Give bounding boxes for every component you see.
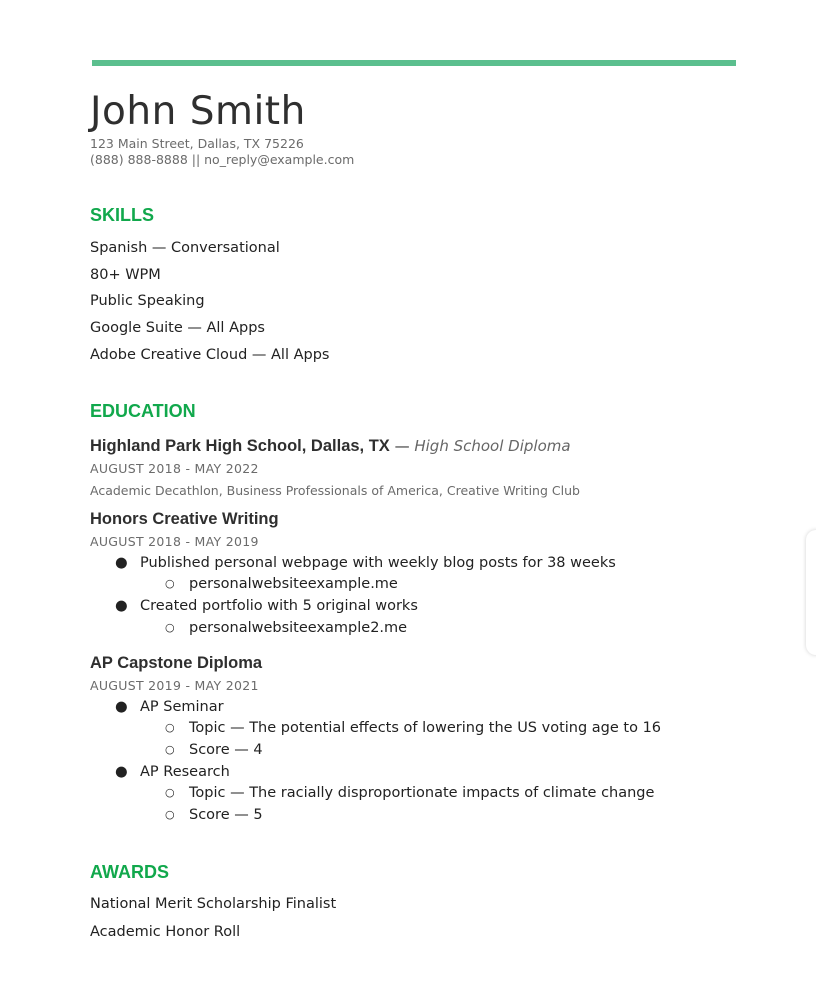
sub-list-item-text: Topic — The potential effects of lowering the US voting age to 16 (189, 720, 662, 737)
skill-item: Spanish — Conversational (90, 240, 280, 256)
bullet-list (90, 698, 730, 824)
school-dash: — (389, 436, 415, 455)
sub-list-item (140, 741, 730, 759)
bullet-icon: ● (115, 698, 128, 715)
sub-list-item-text: personalwebsiteexample.me (189, 576, 398, 593)
hollow-bullet-icon: ○ (165, 620, 175, 634)
list-item (90, 698, 730, 759)
list-item-text: AP Research (140, 763, 230, 780)
side-panel-handle[interactable] (806, 530, 816, 655)
skill-item: Adobe Creative Cloud — All Apps (90, 346, 330, 363)
resume-content (90, 88, 730, 941)
sub-list-item-text: personalwebsiteexample2.me (189, 619, 408, 636)
sub-bullet-list (140, 575, 730, 593)
skills-heading: SKILLS (90, 205, 155, 225)
list-item (90, 554, 730, 594)
sub-list-item (140, 806, 730, 824)
phone-email-line: (888) 888-8888 || no_reply@example.com (90, 152, 355, 167)
sub-list-item (140, 575, 730, 593)
address-line: 123 Main Street, Dallas, TX 75226 (90, 136, 304, 151)
sub-list-item-text: Score — 4 (189, 741, 263, 758)
skill-item: Public Speaking (90, 293, 205, 310)
list-item-text: AP Seminar (140, 698, 224, 715)
sub-list-item-text: Topic — The racially disproportionate impacts of climate change (189, 785, 655, 802)
entry-dates: AUGUST 2018 - MAY 2019 (90, 533, 259, 549)
skill-item: 80+ WPM (90, 266, 161, 283)
sub-list-item (140, 784, 730, 802)
school-activities: Academic Decathlon, Business Professionals of America, Creative Writing Club (90, 482, 580, 498)
bullet-icon: ● (115, 598, 128, 615)
sub-bullet-list (140, 784, 730, 824)
sub-list-item-text: Score — 5 (189, 806, 263, 823)
entry-heading-creative-writing: Honors Creative Writing (90, 509, 279, 528)
bullet-icon: ● (115, 763, 128, 780)
school-dates: AUGUST 2018 - MAY 2022 (90, 460, 259, 476)
list-item (90, 597, 730, 637)
entry-dates: AUGUST 2019 - MAY 2021 (90, 677, 259, 693)
award-item: Academic Honor Roll (90, 923, 241, 940)
sub-bullet-list (140, 619, 730, 637)
school-entry-heading (90, 436, 730, 456)
accent-rule (92, 60, 736, 66)
awards-heading: AWARDS (90, 861, 170, 882)
education-heading: EDUCATION (90, 400, 196, 421)
hollow-bullet-icon: ○ (165, 721, 175, 735)
list-item-text: Created portfolio with 5 original works (140, 598, 418, 615)
sub-bullet-list (140, 719, 730, 759)
school-name: Highland Park High School, Dallas, TX (90, 436, 390, 455)
bullet-icon: ● (115, 554, 128, 571)
hollow-bullet-icon: ○ (165, 742, 175, 756)
list-item (90, 763, 730, 824)
bullet-list (90, 554, 730, 637)
entry-heading-ap-capstone: AP Capstone Diploma (90, 653, 263, 672)
sub-list-item (140, 619, 730, 637)
sub-list-item (140, 719, 730, 737)
skill-item: Google Suite — All Apps (90, 320, 265, 337)
award-item: National Merit Scholarship Finalist (90, 895, 337, 912)
hollow-bullet-icon: ○ (165, 786, 175, 800)
hollow-bullet-icon: ○ (165, 577, 175, 591)
list-item-text: Published personal webpage with weekly blog posts for 38 weeks (140, 554, 616, 571)
hollow-bullet-icon: ○ (165, 807, 175, 821)
candidate-name: John Smith (90, 89, 306, 134)
school-degree: High School Diploma (414, 436, 571, 455)
